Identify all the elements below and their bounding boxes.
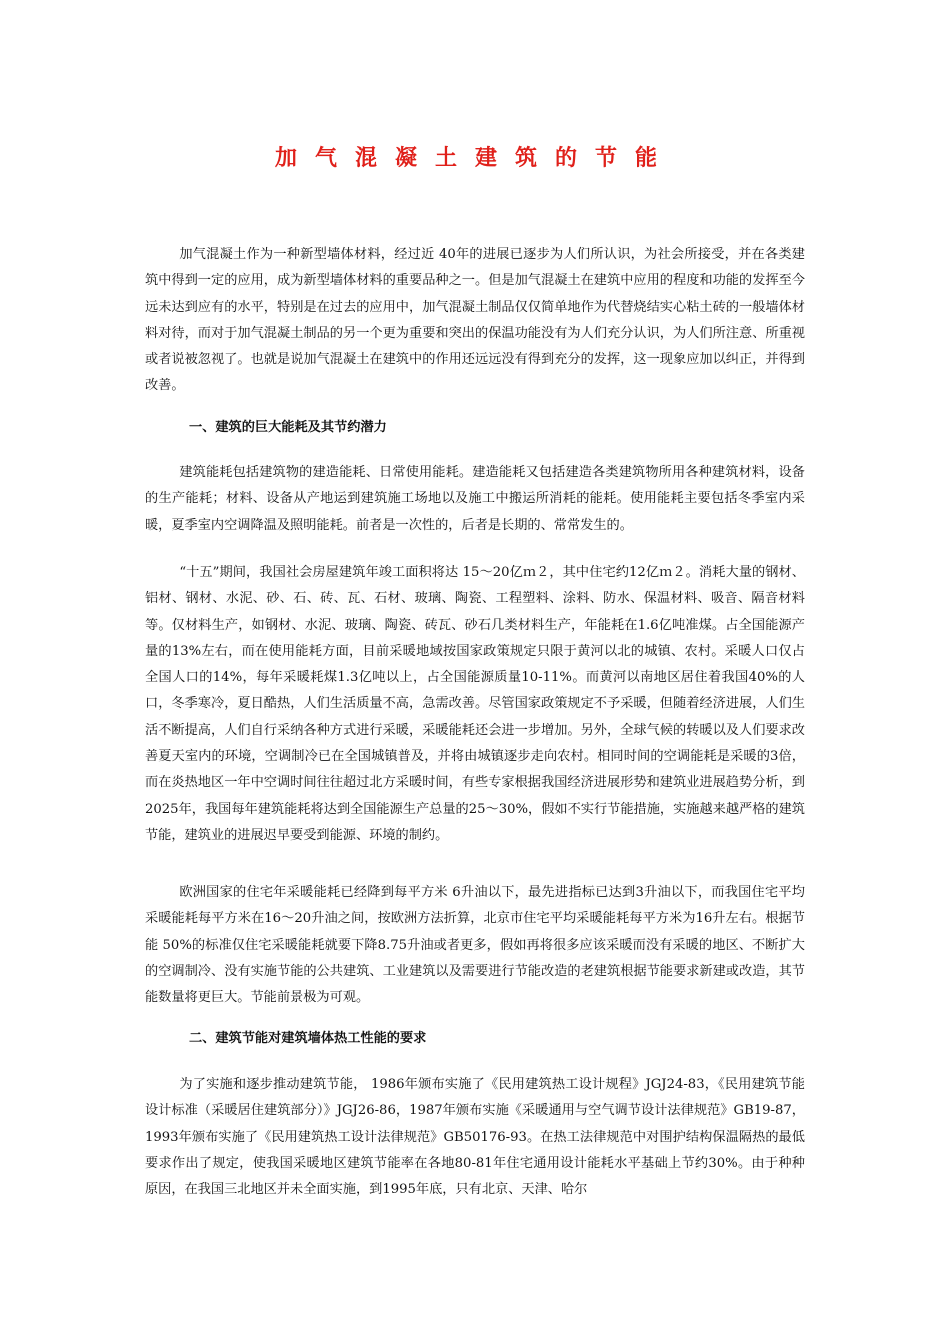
section-2-heading: 二、建筑节能对建筑墙体热工性能的要求 xyxy=(189,1031,427,1046)
section-1-paragraph-3: 欧洲国家的住宅年采暖能耗已经降到每平方米 6升油以下，最先进指标已达到3升油以下，而我国住宅平均采暖能耗每平方米在16～20升油之间，按欧洲方法折算，北京市住宅平均采暖能耗每平方米为16升左右。根据节能 50%的标准仅住宅采暖能耗就要下降8.75升油或者更多，假如再将很多应该采暖而没有采暖的地区、不断扩大的空调制冷、没有实施节能的公共建筑、工业建筑以及需要进行节能改造的老建筑根据节能要求新建或改造，其节能数量将更巨大。节能前景极为可观。 xyxy=(145,885,805,1006)
section-1-heading: 一、建筑的巨大能耗及其节约潜力 xyxy=(189,420,387,435)
document-title: 加气混凝土建筑的节能 xyxy=(274,146,675,171)
section-2-paragraph-1: 为了实施和逐步推动建筑节能， 1986年颁布实施了《民用建筑热工设计规程》JGJ24-83，《民用建筑节能设计标准（采暖居住建筑部分）》JGJ26-86，1987年颁布实施《采暖通用与空气调节设计法律规范》GB19-87，1993年颁布实施了《民用建筑热工设计法律规范》GB50176-93。在热工法律规范中对围护结构保温隔热的最低要求作出了规定，使我国采暖地区建筑节能率在各地80-81年住宅通用设计能耗水平基础上节约30%。由于种种原因，在我国三北地区并未全面实施，到1995年底，只有北京、天津、哈尔 xyxy=(145,1077,805,1198)
intro-paragraph: 加气混凝土作为一种新型墙体材料，经过近 40年的进展已逐步为人们所认识，为社会所接受，并在各类建筑中得到一定的应用，成为新型墙体材料的重要品种之一。但是加气混凝土在建筑中应用的程度和功能的发挥至今远未达到应有的水平，特别是在过去的应用中，加气混凝土制品仅仅简单地作为代替烧结实心粘土砖的一般墙体材料对待，而对于加气混凝土制品的另一个更为重要和突出的保温功能没有为人们充分认识，为人们所注意、所重视或者说被忽视了。也就是说加气混凝土在建筑中的作用还远远没有得到充分的发挥，这一现象应加以纠正，并得到改善。 xyxy=(145,247,805,394)
section-1-paragraph-1: 建筑能耗包括建筑物的建造能耗、日常使用能耗。建造能耗又包括建造各类建筑物所用各种建筑材料，设备的生产能耗；材料、设备从产地运到建筑施工场地以及施工中搬运所消耗的能耗。使用能耗主要包括冬季室内采暖，夏季室内空调降温及照明能耗。前者是一次性的，后者是长期的、常常发生的。 xyxy=(145,465,805,533)
section-1-paragraph-2: “十五”期间，我国社会房屋建筑年竣工面积将达 15～20亿ｍ２，其中住宅约12亿ｍ２。消耗大量的钢材、铝材、钢材、水泥、砂、石、砖、瓦、石材、玻璃、陶瓷、工程塑料、涂料、防水、保温材料、吸音、隔音材料等。仅材料生产，如钢材、水泥、玻璃、陶瓷、砖瓦、砂石几类材料生产，年能耗在1.6亿吨准煤。占全国能源产量的13%左右，而在使用能耗方面，目前采暖地域按国家政策规定只限于黄河以北的城镇、农村。采暖人口仅占全国人口的14%，每年采暖耗煤1.3亿吨以上，占全国能源质量10-11%。而黄河以南地区居住着我国40%的人口，冬季寒冷，夏日酷热，人们生活质量不高，急需改善。尽管国家政策规定不予采暖，但随着经济进展，人们生活不断提高，人们自行采纳各种方式进行采暖，采暖能耗还会进一步增加。另外，全球气候的转暖以及人们要求改善夏天室内的环境，空调制冷已在全国城镇普及，并将由城镇逐步走向农村。相同时间的空调能耗是采暖的3倍，而在炎热地区一年中空调时间往往超过北方采暖时间，有些专家根据我国经济进展形势和建筑业进展趋势分析，到2025年，我国每年建筑能耗将达到全国能源生产总量的25～30%，假如不实行节能措施，实施越来越严格的建筑节能，建筑业的进展迟早要受到能源、环境的制约。 xyxy=(145,565,805,843)
